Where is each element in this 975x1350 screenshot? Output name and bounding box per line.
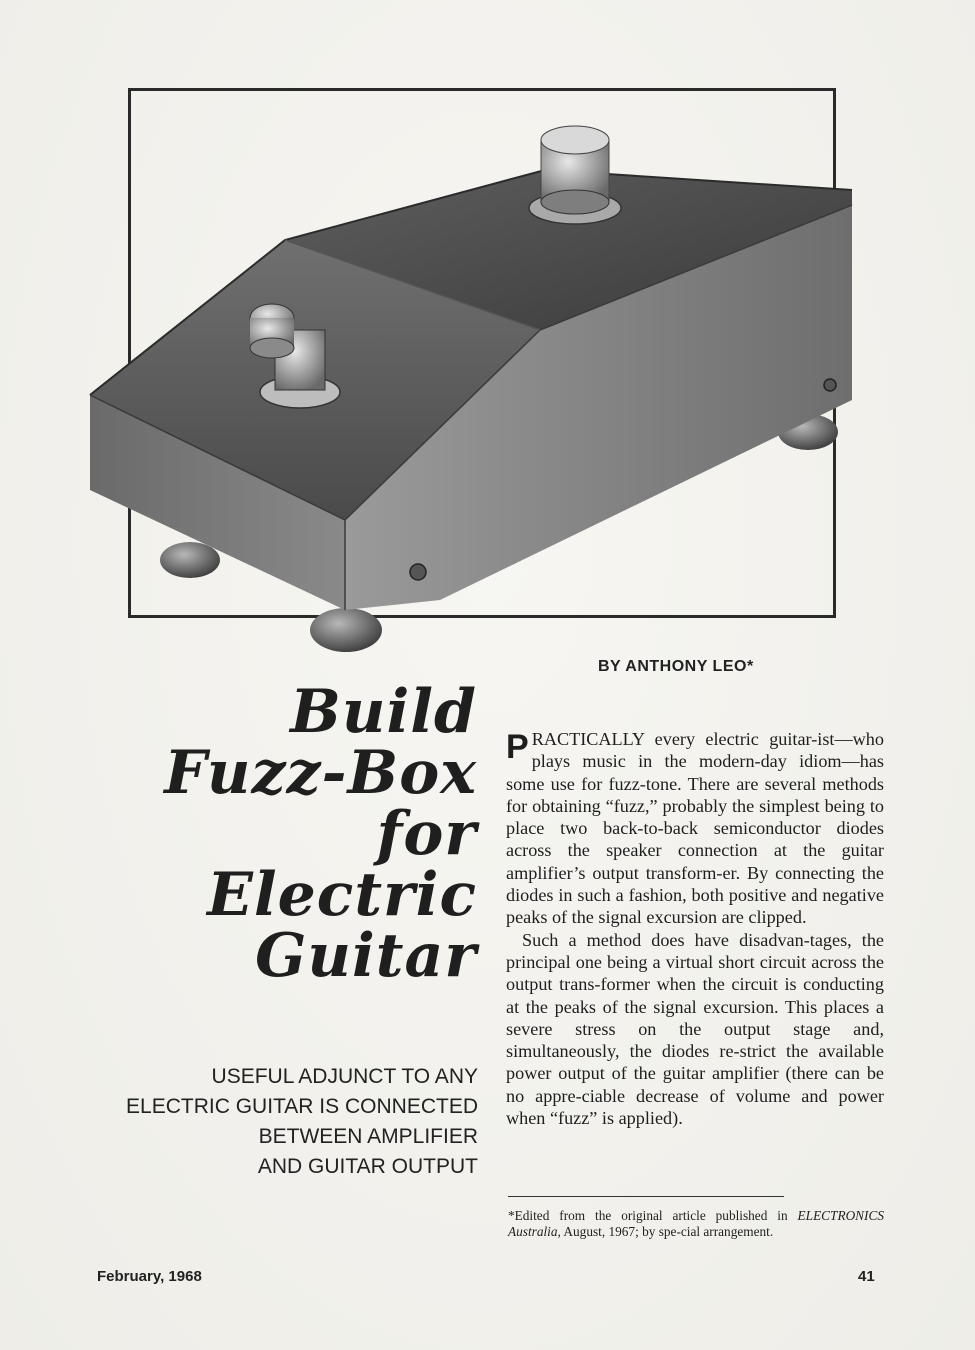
fuzz-box-photo bbox=[0, 0, 975, 660]
issue-date: February, 1968 bbox=[97, 1268, 202, 1285]
title-line: Build bbox=[290, 677, 477, 747]
body-paragraph: Such a method does have disadvan-tages, the principal one being a virtual short circuit across the output trans-former when the circuit is conducting at the peaks of the signal excursion. This places a severe stress on the output stage and, simultaneously, the diodes re-strict the available power output of the guitar amplifier (there can be no appre-ciable decrease of volume and power when “fuzz” is applied). bbox=[506, 929, 884, 1129]
title-line: Electric bbox=[207, 860, 477, 930]
subtitle-line: BETWEEN AMPLIFIER bbox=[258, 1125, 478, 1148]
article-title bbox=[57, 677, 477, 991]
paragraph-text: RACTICALLY every electric guitar-ist—who plays music in the modern-day idiom—has some use for fuzz-tone. There are several methods for obtaining “fuzz,” probably the simplest being to place two back-to-back semiconductor diodes across the speaker connection at the guitar amplifier’s output transform-er. By connecting the diodes in such a fashion, both positive and negative peaks of the signal excursion are clipped. bbox=[506, 729, 884, 928]
title-line: Fuzz-Box bbox=[164, 738, 477, 808]
title-line: for bbox=[376, 799, 477, 869]
footnote-divider bbox=[508, 1196, 784, 1197]
title-line: Guitar bbox=[255, 921, 477, 991]
footnote-source: ELECTRONICS Australia, bbox=[508, 1208, 884, 1239]
drop-cap: P bbox=[506, 728, 529, 766]
body-paragraph bbox=[506, 728, 884, 929]
subtitle-line: USEFUL ADJUNCT TO ANY bbox=[211, 1065, 478, 1088]
footnote-suffix: August, 1967; by spe-cial arrangement. bbox=[560, 1223, 774, 1239]
subtitle-line: AND GUITAR OUTPUT bbox=[257, 1155, 478, 1178]
footnote bbox=[508, 1208, 884, 1239]
byline: BY ANTHONY LEO* bbox=[598, 658, 754, 675]
article-body bbox=[506, 728, 884, 1129]
subtitle-line: ELECTRIC GUITAR IS CONNECTED bbox=[126, 1095, 478, 1118]
article-subtitle bbox=[58, 1062, 478, 1182]
page-number: 41 bbox=[858, 1268, 875, 1285]
footnote-prefix: *Edited from the original article published in bbox=[508, 1208, 798, 1223]
